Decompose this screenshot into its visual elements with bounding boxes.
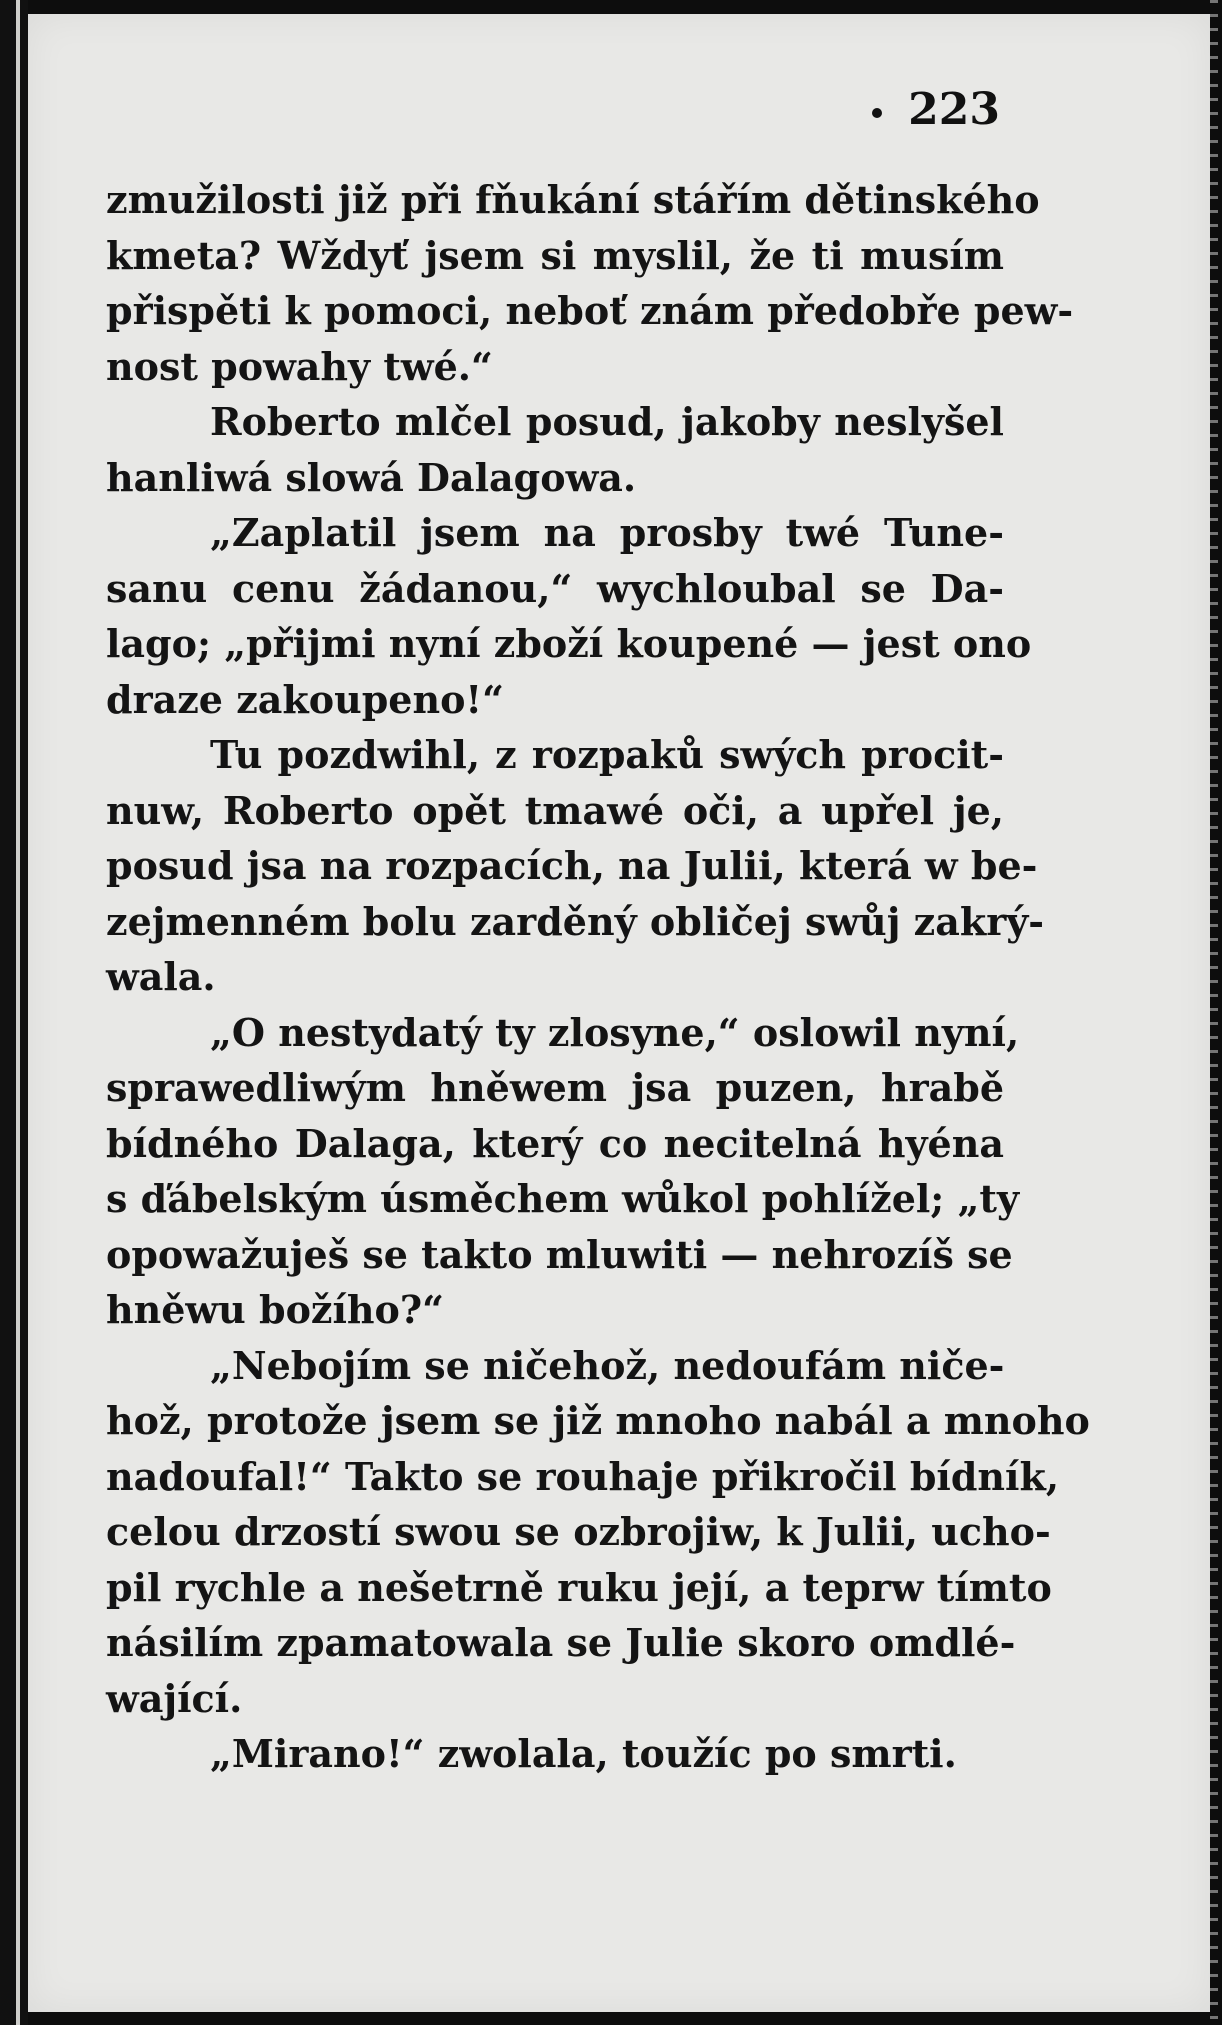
text-line: nuw, Roberto opět tmawé oči, a upřel je, — [106, 787, 1004, 833]
text-line: draze zakoupeno!“ — [106, 676, 504, 722]
text-line: zmužilosti již při fňukání stářím dětinského — [106, 177, 1040, 222]
text-line: s ďábelským úsměchem wůkol pohlížel; „ty — [106, 1176, 1020, 1221]
text-line: nadoufal!“ Takto se rouhaje přikročil bídník, — [106, 1453, 1060, 1499]
text-line: posud jsa na rozpacích, na Julii, která w be- — [106, 843, 1038, 888]
text-line: lago; „přijmi nyní zboží koupené — jest ono — [106, 621, 1032, 666]
text-line: opowažuješ se takto mluwiti — nehrozíš se — [106, 1231, 1013, 1277]
text-line: wající. — [106, 1675, 243, 1721]
text-line: kmeta? Wždyť jsem si myslil, že ti musím — [106, 232, 1004, 278]
paragraph-first-line: „Nebojím se ničehož, nedoufám niče- — [210, 1342, 1005, 1388]
text-line: zejmenném bolu zarděný obličej swůj zakrý- — [106, 898, 1045, 944]
page-number: 223 — [908, 84, 1000, 135]
page-header — [820, 84, 1000, 135]
paragraph-first-line: „Mirano!“ zwolala, toužíc po smrti. — [210, 1731, 957, 1776]
text-line: násilím zpamatowala se Julie skoro omdlé- — [106, 1620, 1016, 1665]
paragraph-first-line: „Zaplatil jsem na prosby twé Tune- — [210, 510, 1004, 555]
text-line: wala. — [106, 954, 216, 999]
scan-right-edge — [1210, 0, 1218, 2025]
text-line: přispěti k pomoci, neboť znám předobře pew- — [106, 288, 1074, 333]
scan-left-edge — [0, 0, 28, 2025]
bullet-icon — [872, 108, 882, 118]
paragraph-first-line: Roberto mlčel posud, jakoby neslyšel — [210, 399, 1004, 444]
text-line: nost powahy twé.“ — [106, 343, 493, 389]
text-line: bídného Dalaga, který co necitelná hyéna — [106, 1120, 1004, 1166]
text-line: hož, protože jsem se již mnoho nabál a mnoho — [106, 1398, 1090, 1443]
text-line: pil rychle a nešetrně ruku její, a teprw tímto — [106, 1564, 1052, 1610]
paragraph-first-line: Tu pozdwihl, z rozpaků swých procit- — [210, 732, 1004, 777]
text-line: hněwu božího?“ — [106, 1287, 445, 1332]
text-line: sanu cenu žádanou,“ wychloubal se Da- — [106, 565, 1004, 611]
body-text — [106, 172, 1090, 1782]
text-line: hanliwá slowá Dalagowa. — [106, 454, 637, 500]
paragraph-first-line: „O nestydatý ty zlosyne,“ oslowil nyní, — [210, 1009, 1020, 1055]
text-line: celou drzostí swou se ozbrojiw, k Julii, ucho- — [106, 1509, 1051, 1554]
text-line: sprawedliwým hněwem jsa puzen, hrabě — [106, 1065, 1004, 1110]
